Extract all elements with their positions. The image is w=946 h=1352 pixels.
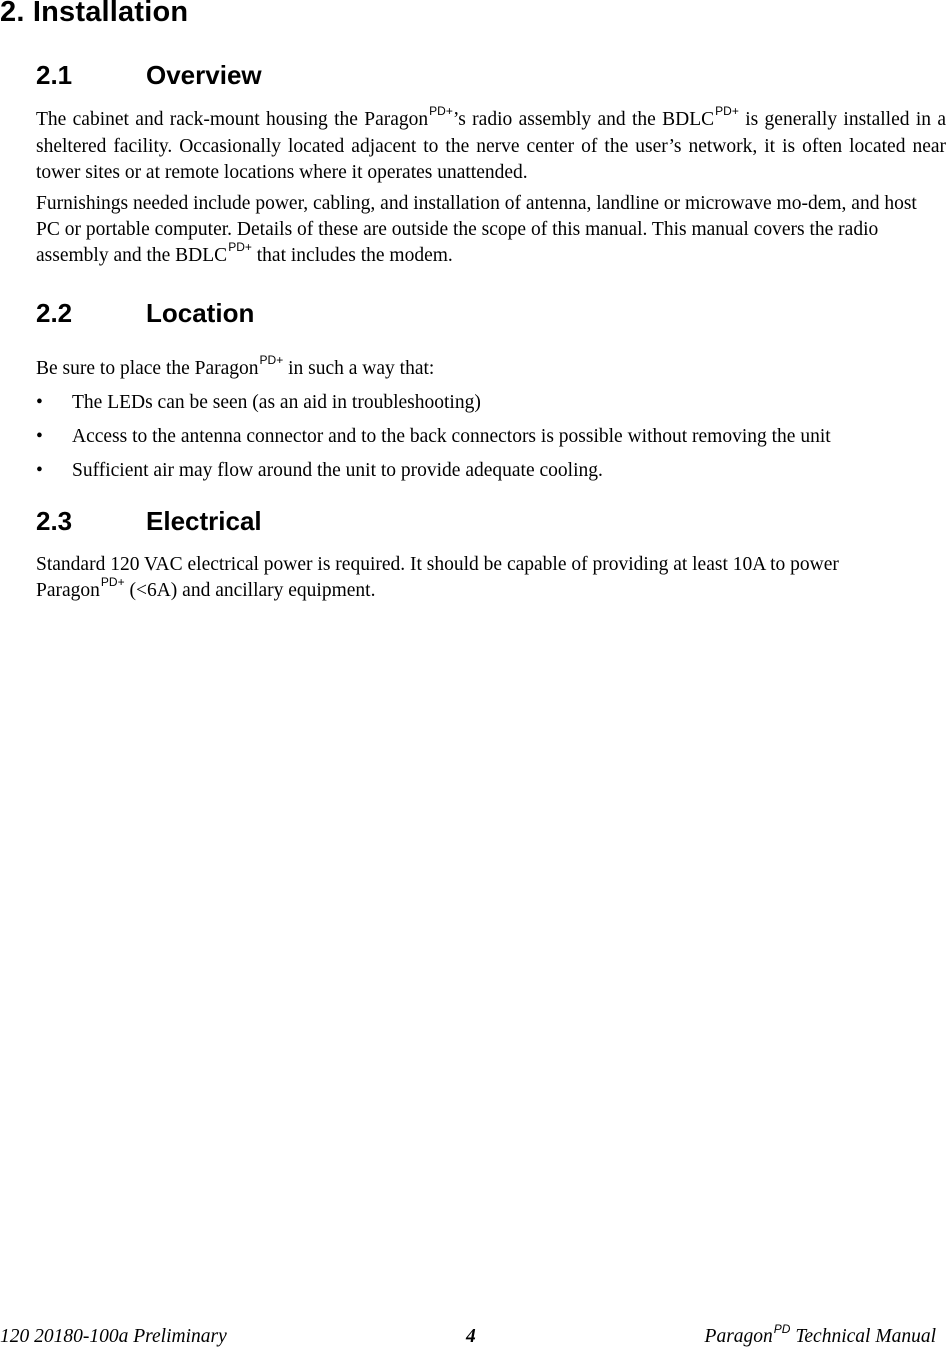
- text-run: (<6A) and ancillary equipment.: [124, 580, 376, 601]
- section-number: 2.1: [36, 60, 73, 90]
- section-title: Location: [146, 298, 255, 328]
- bullet-icon: •: [36, 460, 43, 481]
- list-item-text: Access to the antenna connector and to the back connectors is possible without removing the unit: [72, 426, 831, 447]
- text-run: is generally installed in a sheltered facility. Occasionally located adjacent to the nerve center of the user’s network, it is often located near tower sites or at remote locations where it operates unattended.: [36, 109, 946, 183]
- superscript: PD+: [228, 240, 252, 254]
- page-footer: [0, 1322, 946, 1352]
- footer-page-number: 4: [466, 1326, 476, 1347]
- section-number: 2.2: [36, 298, 73, 328]
- text-run: Be sure to place the Paragon: [36, 358, 259, 379]
- superscript: PD+: [259, 353, 284, 367]
- footer-manual-title: [704, 1322, 936, 1348]
- text-run: Standard 120 VAC electrical power is required. It should be capable of providing at least 10A to power Paragon: [36, 554, 839, 601]
- superscript: PD+: [715, 104, 739, 118]
- bullet-icon: •: [36, 426, 43, 447]
- text-run: in such a way that:: [283, 358, 435, 379]
- section-heading-location: [36, 298, 254, 329]
- section-title: Electrical: [146, 506, 262, 536]
- superscript: PD+: [100, 575, 125, 589]
- text-run: Paragon: [704, 1326, 773, 1347]
- location-intro: [36, 353, 946, 383]
- text-run: Furnishings needed include power, cabling, and installation of antenna, landline or microwave mo-dem, and host PC or portable computer. Details of these are outside the scope of this manual. This manual covers the radio assembly and the BDLC: [36, 193, 917, 266]
- electrical-paragraph: [36, 552, 916, 605]
- list-item-text: The LEDs can be seen (as an aid in troubleshooting): [72, 392, 481, 413]
- bullet-icon: •: [36, 392, 43, 413]
- section-heading-electrical: [36, 506, 262, 537]
- section-heading-overview: [36, 60, 262, 91]
- chapter-title: 2. Installation: [0, 0, 189, 28]
- overview-paragraph-1: [36, 104, 946, 186]
- superscript: PD+: [429, 104, 453, 118]
- list-item-text: Sufficient air may flow around the unit to provide adequate cooling.: [72, 460, 603, 481]
- text-run: Technical Manual: [790, 1326, 936, 1347]
- section-number: 2.3: [36, 506, 73, 536]
- text-run: that includes the modem.: [251, 245, 453, 266]
- list-item: [36, 458, 946, 484]
- section-title: Overview: [146, 60, 262, 90]
- list-item: [36, 390, 946, 416]
- text-run: ’s radio assembly and the BDLC: [452, 109, 715, 130]
- overview-paragraph-2: [36, 191, 926, 270]
- footer-doc-id: 120 20180-100a Preliminary: [0, 1326, 227, 1347]
- list-item: [36, 424, 946, 450]
- superscript: PD: [773, 1322, 791, 1336]
- text-run: The cabinet and rack-mount housing the Paragon: [36, 109, 429, 130]
